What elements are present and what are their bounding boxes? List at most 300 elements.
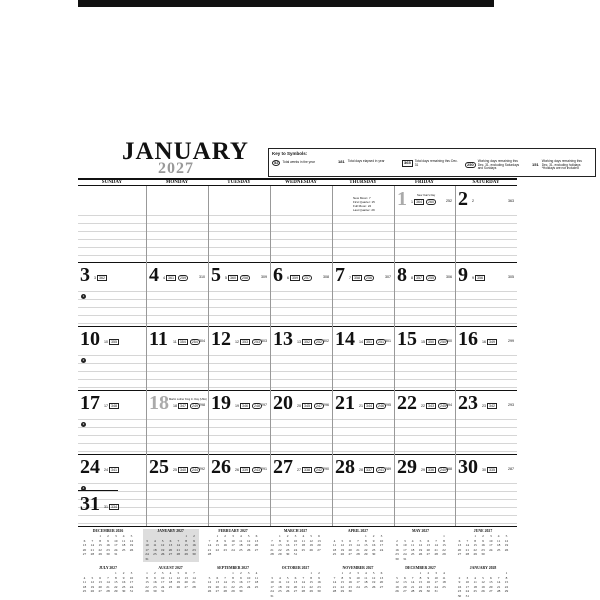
mini-day: 28 (434, 552, 438, 557)
mini-day: 25 (278, 589, 282, 594)
day-cell[interactable] (146, 326, 208, 390)
mini-day: 15 (418, 580, 423, 585)
mini-week-row (143, 557, 199, 562)
mini-day: 26 (207, 589, 212, 594)
hanger-bar (78, 0, 494, 7)
mini-day: 12 (246, 538, 251, 543)
days-elapsed: 29 (421, 468, 425, 472)
week-number-badge: 2 (82, 358, 85, 362)
mini-day: 18 (473, 584, 477, 589)
split-divider (78, 490, 118, 491)
mini-week-row (455, 594, 511, 599)
week-number-badge: 1 (82, 294, 85, 298)
day-cell[interactable] (332, 262, 394, 326)
days-elapsed: 21 (359, 404, 363, 408)
mini-day: 7 (302, 575, 305, 580)
working-days-remaining: 243 (254, 468, 260, 472)
mini-day: 26 (246, 547, 251, 552)
mini-day: 6 (458, 538, 461, 543)
mini-day: 18 (82, 584, 87, 589)
mini-day: 5 (286, 575, 289, 580)
day-number: 10 (80, 328, 100, 350)
day-number: 30 (458, 456, 478, 478)
mini-day: 6 (216, 575, 219, 580)
day-cell[interactable] (332, 186, 394, 262)
mini-day: 11 (122, 538, 126, 543)
mini-day: 2 (224, 534, 226, 538)
mini-day: 1 (216, 534, 219, 538)
days-elapsed: 16 (482, 340, 486, 344)
mini-day (308, 552, 315, 557)
mini-day: 25 (82, 589, 87, 594)
day-cell[interactable] (394, 186, 455, 262)
working-days-excl-holidays: 252 (446, 199, 452, 203)
mini-day: 24 (434, 584, 438, 589)
mini-day: 22 (418, 584, 423, 589)
day-stats (104, 504, 120, 510)
mini-day (167, 557, 174, 562)
working-days-remaining: 242 (316, 468, 322, 472)
days-remaining: 334 (111, 505, 117, 509)
mini-month-title: FEBRUARY 2027 (218, 529, 248, 533)
mini-day: 30 (395, 556, 399, 561)
key-item (402, 160, 461, 167)
key-symbol: 52 (274, 160, 279, 165)
mini-day (190, 557, 197, 562)
day-number: 15 (397, 328, 417, 350)
mini-day: 7 (411, 575, 414, 580)
mini-day: 8 (505, 575, 508, 580)
mini-day: 21 (465, 547, 470, 552)
mini-day: 11 (254, 575, 259, 580)
mini-day: 6 (83, 538, 86, 543)
mini-day: 30 (426, 589, 430, 594)
mini-calendar[interactable] (330, 566, 386, 594)
mini-day: 13 (98, 580, 102, 585)
mini-day: 9 (372, 538, 375, 543)
mini-day: 29 (184, 552, 188, 557)
mini-day: 27 (489, 589, 493, 594)
days-elapsed: 19 (235, 404, 239, 408)
days-elapsed: 25 (173, 468, 177, 472)
mini-day: 17 (129, 580, 134, 585)
mini-day (292, 594, 299, 599)
mini-day: 26 (395, 589, 399, 594)
day-cell[interactable] (270, 262, 332, 326)
mini-day: 28 (356, 552, 360, 557)
mini-day: 23 (285, 547, 290, 552)
mini-day: 22 (364, 547, 368, 552)
mini-day: 16 (317, 580, 321, 585)
week-row (78, 186, 517, 263)
mini-week-row (80, 552, 136, 557)
mini-day: 27 (168, 552, 173, 557)
mini-day: 26 (340, 552, 345, 557)
mini-day: 22 (309, 584, 313, 589)
mini-day: 8 (146, 575, 148, 580)
day-stats (173, 467, 201, 473)
working-days-excl-holidays: 304 (199, 339, 205, 343)
day-cell[interactable] (208, 186, 270, 262)
mini-day: 27 (82, 552, 87, 557)
working-days-excl-holidays: 294 (446, 403, 452, 407)
key-description: Working days remaining thru Dec. 31, excluding Saturdays and Sundays (477, 159, 520, 171)
days-remaining: 340 (180, 468, 186, 472)
mini-day (487, 552, 494, 557)
mini-day: 13 (317, 538, 321, 543)
day-stats (482, 467, 498, 473)
mini-day: 26 (90, 589, 95, 594)
mini-day: 4 (169, 571, 172, 575)
mini-day: 7 (466, 538, 469, 543)
mini-day: 28 (106, 589, 110, 594)
mini-day: 19 (207, 584, 212, 589)
mini-calendar[interactable] (393, 566, 449, 594)
mini-day: 6 (349, 538, 351, 543)
day-cell[interactable] (455, 262, 517, 326)
mini-day: 21 (207, 547, 212, 552)
mini-month-title: NOVEMBER 2027 (342, 566, 374, 570)
mini-day: 7 (497, 575, 500, 580)
mini-day: 31 (145, 556, 149, 561)
mini-day: 2 (349, 571, 351, 575)
days-remaining: 357 (416, 276, 422, 280)
day-cell[interactable] (78, 262, 146, 326)
mini-calendar[interactable] (330, 529, 386, 557)
mini-day: 13 (215, 580, 220, 585)
mini-day (308, 594, 315, 599)
mini-day: 18 (153, 547, 157, 552)
mini-day (183, 589, 190, 594)
days-remaining: 351 (366, 340, 372, 344)
key-description: Total weeks in the year (282, 160, 315, 165)
mini-day: 12 (418, 543, 423, 548)
mini-day: 4 (83, 575, 86, 580)
day-number: 26 (211, 456, 231, 478)
day-cell[interactable] (394, 454, 455, 526)
mini-month-title: JANUARY 2027 (157, 529, 184, 533)
mini-day (354, 589, 361, 594)
mini-day: 14 (176, 543, 180, 548)
mini-day: 13 (293, 580, 298, 585)
mini-week-row (268, 594, 324, 599)
mini-day: 10 (160, 575, 165, 580)
mini-day: 18 (496, 543, 501, 548)
working-days-remaining: 257 (304, 276, 310, 280)
mini-day: 19 (504, 543, 509, 548)
mini-day: 11 (364, 575, 368, 580)
day-cell[interactable] (270, 326, 332, 390)
mini-day (214, 552, 221, 557)
mini-day: 27 (254, 547, 259, 552)
mini-day: 21 (270, 547, 274, 552)
day-cell[interactable] (455, 454, 517, 526)
mini-week-row (455, 552, 511, 557)
day-number: 22 (397, 392, 417, 414)
day-cell[interactable] (208, 326, 270, 390)
mini-day: 17 (403, 547, 407, 552)
mini-day (495, 552, 502, 557)
mini-day: 14 (434, 543, 438, 548)
mini-day: 3 (489, 534, 492, 538)
mini-calendar[interactable] (393, 529, 449, 562)
working-days-remaining: 251 (378, 340, 384, 344)
mini-day: 18 (254, 580, 259, 585)
moon-phases: New Moon: 7 First Quarter: 15 Full Moon: 22 Last Quarter: 29 (353, 196, 375, 212)
mini-day (409, 557, 416, 562)
mini-day: 1 (114, 571, 117, 575)
days-elapsed: 30 (482, 468, 486, 472)
day-cell[interactable] (332, 326, 394, 390)
day-number: 24 (80, 456, 100, 478)
mini-day (253, 589, 260, 594)
working-days-excl-holidays: 307 (385, 275, 391, 279)
mini-day: 13 (379, 575, 384, 580)
mini-day: 13 (184, 575, 188, 580)
days-elapsed: 8 (411, 276, 413, 280)
day-cell[interactable] (78, 326, 146, 390)
key-description: Total days elapsed in year (347, 159, 385, 164)
mini-day: 17 (434, 580, 438, 585)
mini-calendar[interactable] (80, 529, 136, 557)
day-cell[interactable] (78, 454, 146, 526)
day-cell[interactable] (394, 326, 455, 390)
mini-day: 13 (82, 543, 87, 548)
working-days-excl-holidays: 289 (385, 467, 391, 471)
holiday-label: Martin Luther King Jr. Day (USA) (169, 398, 207, 401)
mini-calendar[interactable] (80, 566, 136, 594)
mini-day: 11 (168, 575, 173, 580)
mini-day: 1 (341, 571, 344, 575)
mini-day: 31 (160, 589, 165, 594)
mini-day: 4 (333, 538, 336, 543)
mini-day: 27 (348, 552, 352, 557)
mini-month-title: MAY 2027 (411, 529, 430, 533)
week-number-badge: 4 (82, 486, 85, 490)
day-cell[interactable] (146, 454, 208, 526)
day-cell[interactable] (394, 262, 455, 326)
mini-day: 31 (403, 556, 407, 561)
mini-calendar[interactable] (143, 566, 199, 594)
mini-day: 15 (442, 543, 446, 548)
day-cell[interactable] (455, 186, 517, 262)
mini-day: 7 (271, 538, 273, 543)
day-cell[interactable] (455, 390, 517, 454)
mini-day: 26 (176, 584, 180, 589)
mini-month-title: DECEMBER 2026 (92, 529, 124, 533)
mini-day: 21 (332, 584, 337, 589)
mini-day: 12 (395, 580, 399, 585)
mini-day: 9 (122, 575, 125, 580)
day-stats (235, 339, 263, 345)
mini-day: 20 (254, 543, 259, 548)
mini-day: 21 (434, 547, 438, 552)
mini-day: 5 (482, 575, 484, 580)
mini-day (159, 557, 166, 562)
mini-day: 20 (82, 547, 87, 552)
mini-day: 25 (332, 552, 337, 557)
day-stats (287, 275, 313, 281)
mini-day: 26 (371, 584, 376, 589)
mini-day (229, 552, 236, 557)
mini-day: 13 (426, 543, 430, 548)
mini-day: 9 (349, 575, 351, 580)
mini-calendar[interactable] (268, 529, 324, 557)
day-cell[interactable] (270, 390, 332, 454)
mini-calendar[interactable] (205, 529, 261, 557)
working-days-remaining: 246 (378, 404, 384, 408)
mini-calendar[interactable] (455, 566, 511, 599)
mini-day: 9 (224, 538, 226, 543)
mini-day: 17 (293, 543, 298, 548)
mini-day: 15 (309, 580, 313, 585)
day-cell[interactable] (332, 390, 394, 454)
mini-day: 21 (410, 584, 415, 589)
mini-day (300, 594, 307, 599)
mini-day: 7 (91, 538, 94, 543)
working-days-excl-holidays: 287 (508, 467, 514, 471)
working-days-excl-holidays: 363 (508, 199, 514, 203)
mini-day (183, 557, 190, 562)
week-number-badge: 3 (82, 422, 85, 426)
working-days-remaining: 244 (192, 468, 198, 472)
day-cell[interactable] (270, 454, 332, 526)
mini-day: 31 (129, 589, 134, 594)
mini-day: 5 (130, 534, 133, 538)
mini-day: 24 (145, 552, 149, 557)
mini-day (362, 589, 369, 594)
day-cell[interactable] (146, 390, 208, 454)
mini-day: 26 (285, 589, 290, 594)
day-cell[interactable] (270, 186, 332, 262)
mini-week-row (205, 589, 261, 594)
day-cell[interactable] (208, 390, 270, 454)
day-cell[interactable] (146, 186, 208, 262)
days-remaining: 358 (354, 276, 360, 280)
mini-day: 24 (114, 547, 118, 552)
mini-day: 23 (106, 547, 110, 552)
day-cell[interactable] (208, 262, 270, 326)
day-stats (297, 403, 325, 409)
mini-day: 30 (348, 589, 352, 594)
mini-day (315, 552, 322, 557)
day-stats (411, 199, 437, 205)
mini-day: 2 (286, 534, 289, 538)
mini-week-row (268, 552, 324, 557)
mini-day: 7 (435, 538, 437, 543)
mini-day: 10 (465, 580, 470, 585)
day-number: 14 (335, 328, 355, 350)
days-remaining: 339 (242, 468, 248, 472)
mini-day: 19 (246, 543, 251, 548)
mini-day: 20 (215, 584, 220, 589)
working-days-remaining: 254 (191, 340, 198, 344)
mini-calendar[interactable] (455, 529, 511, 557)
mini-calendar[interactable] (143, 529, 199, 562)
days-elapsed: 26 (235, 468, 239, 472)
mini-day: 12 (481, 580, 485, 585)
mini-calendar[interactable] (205, 566, 261, 594)
mini-day: 24 (270, 589, 274, 594)
mini-day: 20 (426, 547, 430, 552)
mini-day: 9 (427, 575, 430, 580)
mini-day: 21 (176, 547, 180, 552)
mini-day: 23 (371, 547, 376, 552)
mini-day: 16 (121, 580, 126, 585)
mini-day: 29 (98, 552, 102, 557)
mini-day (237, 552, 244, 557)
mini-day: 5 (419, 538, 422, 543)
mini-day: 13 (348, 543, 352, 548)
days-elapsed: 31 (104, 505, 108, 509)
mini-day: 23 (481, 547, 485, 552)
mini-day: 3 (114, 534, 117, 538)
mini-day: 30 (121, 589, 126, 594)
mini-day: 4 (122, 534, 125, 538)
day-cell[interactable] (394, 390, 455, 454)
mini-day: 31 (114, 552, 118, 557)
mini-day: 9 (286, 538, 289, 543)
mini-day: 17 (114, 543, 118, 548)
key-item (272, 160, 315, 166)
mini-week-row (205, 552, 261, 557)
mini-day: 12 (340, 543, 345, 548)
mini-day: 3 (146, 538, 148, 543)
days-remaining: 362 (99, 276, 105, 280)
mini-day: 3 (130, 571, 133, 575)
day-number: 1 (397, 188, 407, 210)
mini-day (315, 594, 322, 599)
mini-day: 5 (505, 534, 508, 538)
mini-day: 8 (114, 575, 117, 580)
mini-day: 17 (145, 547, 149, 552)
mini-day: 18 (332, 547, 337, 552)
mini-day: 11 (497, 538, 501, 543)
mini-day: 28 (301, 589, 305, 594)
mini-calendar[interactable] (268, 566, 324, 599)
mini-day: 19 (418, 547, 423, 552)
mini-day: 16 (371, 543, 376, 548)
mini-day: 10 (114, 538, 118, 543)
day-number: 28 (335, 456, 355, 478)
working-days-excl-holidays: 310 (199, 275, 205, 279)
day-stats (472, 275, 486, 281)
mini-day (433, 557, 440, 562)
day-cell[interactable] (78, 390, 146, 454)
mini-day: 31 (434, 589, 438, 594)
days-remaining: 364 (416, 200, 422, 204)
day-cell[interactable] (208, 454, 270, 526)
holiday-label: New Year's Day (417, 194, 436, 197)
days-remaining: 343 (428, 404, 434, 408)
mini-day: 5 (341, 538, 344, 543)
day-cell[interactable] (78, 186, 146, 262)
days-remaining: 354 (179, 340, 186, 344)
day-cell[interactable] (146, 262, 208, 326)
mini-day: 25 (364, 584, 368, 589)
mini-day: 10 (145, 543, 149, 548)
day-cell[interactable] (455, 326, 517, 390)
mini-day: 2 (153, 571, 156, 575)
day-cell[interactable] (332, 454, 394, 526)
days-elapsed: 23 (482, 404, 486, 408)
day-stats (173, 403, 201, 409)
mini-day: 2 (482, 534, 484, 538)
mini-day: 23 (395, 552, 399, 557)
key-item (337, 160, 385, 164)
day-stats (472, 199, 474, 203)
day-number: 23 (458, 392, 478, 414)
